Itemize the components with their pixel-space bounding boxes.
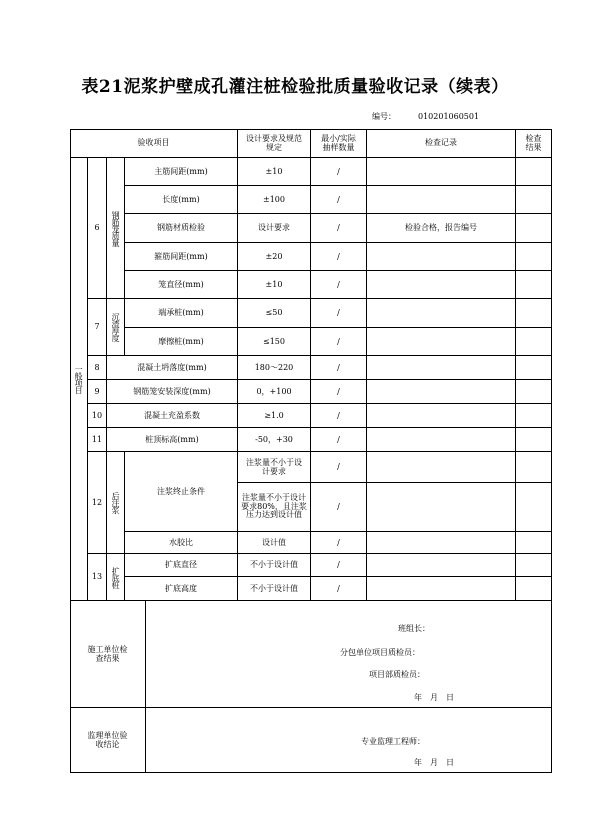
row-result[interactable]: [516, 243, 552, 271]
row-sample: /: [311, 404, 367, 428]
row-result[interactable]: [516, 483, 552, 532]
row-result[interactable]: [516, 577, 552, 601]
record-number: [372, 111, 479, 122]
row-name: 扩底直径: [125, 554, 238, 577]
row-design: ±10: [238, 158, 311, 186]
row-result[interactable]: [516, 328, 552, 356]
row-design: -50，+30: [238, 428, 311, 452]
row-result[interactable]: [516, 271, 552, 299]
header-sample: 最小/实际抽样数量: [311, 129, 367, 158]
row-result[interactable]: [516, 299, 552, 328]
row-sample: /: [311, 577, 367, 601]
row-result[interactable]: [516, 380, 552, 404]
row-name: 钢筋材质检验: [125, 214, 238, 243]
row-name: 水胶比: [125, 532, 238, 554]
row-design: ±20: [238, 243, 311, 271]
group-13-no: 13: [88, 554, 107, 601]
row-name: 箍筋间距(mm): [125, 243, 238, 271]
row-record[interactable]: [367, 380, 516, 404]
row-design: ≤50: [238, 299, 311, 328]
row-name: 扩底高度: [125, 577, 238, 601]
row-name: 端承桩(mm): [125, 299, 238, 328]
group-12-no: 12: [88, 452, 107, 554]
row-design: 180～220: [238, 356, 311, 380]
row-sample: /: [311, 299, 367, 328]
row-record[interactable]: [367, 271, 516, 299]
group-7-no: 7: [88, 299, 107, 356]
row-design: 注浆量不小于设计要求: [238, 452, 311, 483]
row-result[interactable]: [516, 186, 552, 214]
row-sample: /: [311, 214, 367, 243]
row-name: 长度(mm): [125, 186, 238, 214]
row-record[interactable]: [367, 577, 516, 601]
record-number-value: 010201060501: [418, 112, 480, 121]
row-record[interactable]: [367, 428, 516, 452]
header-record: 检查记录: [367, 129, 516, 158]
row-record[interactable]: [367, 554, 516, 577]
group-12-name: 后注浆: [107, 452, 125, 554]
row-sample: /: [311, 271, 367, 299]
record-number-label: 编号：: [372, 112, 396, 121]
team-leader-label: 班组长：: [398, 624, 430, 633]
row-sample: /: [311, 380, 367, 404]
item-11-no: 11: [88, 428, 107, 452]
row-record[interactable]: [367, 404, 516, 428]
row-record[interactable]: [367, 328, 516, 356]
row-record[interactable]: [367, 452, 516, 483]
general-items-label: 一般项目: [70, 158, 88, 601]
row-sample: /: [311, 428, 367, 452]
row-sample: /: [311, 356, 367, 380]
sub-inspector-label: 分包单位项目质检员：: [340, 648, 420, 657]
row-design: ≥1.0: [238, 404, 311, 428]
row-design: 注浆量不小于设计要求80%，且注浆压力达到设计值: [238, 483, 311, 532]
row-design: ±10: [238, 271, 311, 299]
row-result[interactable]: [516, 452, 552, 483]
row-sample: /: [311, 483, 367, 532]
project-inspector-label: 项目部质检员：: [369, 670, 425, 679]
row-sample: /: [311, 186, 367, 214]
row-name: 混凝土坍落度(mm): [107, 356, 238, 380]
row-design: ≤150: [238, 328, 311, 356]
row-result[interactable]: [516, 532, 552, 554]
row-name: 摩擦桩(mm): [125, 328, 238, 356]
item-10-no: 10: [88, 404, 107, 428]
page-title: 表21泥浆护壁成孔灌注桩检验批质量验收记录（续表）: [81, 77, 509, 97]
group-7-name: 沉渣厚度: [107, 299, 125, 356]
group-6-no: 6: [88, 158, 107, 299]
group-6-name: 钢筋笼质量: [107, 158, 125, 299]
supervision-date: 年 月 日: [414, 758, 454, 767]
row-name: 主筋间距(mm): [125, 158, 238, 186]
row-design: 设计值: [238, 532, 311, 554]
group-13-name: 扩底桩: [107, 554, 125, 601]
row-record[interactable]: [367, 356, 516, 380]
row-design: ±100: [238, 186, 311, 214]
row-sample: /: [311, 328, 367, 356]
row-design: 不小于设计值: [238, 577, 311, 601]
supervision-unit-label: 监理单位验收结论: [70, 708, 146, 773]
row-record[interactable]: [367, 186, 516, 214]
row-name: 笼直径(mm): [125, 271, 238, 299]
row-name: 钢筋笼安装深度(mm): [107, 380, 238, 404]
row-design: 不小于设计值: [238, 554, 311, 577]
row-sample: /: [311, 243, 367, 271]
row-sample: /: [311, 452, 367, 483]
row-record[interactable]: [367, 483, 516, 532]
supervision-engineer-label: 专业监理工程师：: [361, 737, 425, 746]
header-result: 检查结果: [516, 129, 552, 158]
row-name: 注浆终止条件: [125, 452, 238, 532]
row-result[interactable]: [516, 554, 552, 577]
item-9-no: 9: [88, 380, 107, 404]
row-record[interactable]: 检验合格，报告编号: [367, 214, 516, 243]
row-result[interactable]: [516, 158, 552, 186]
row-sample: /: [311, 532, 367, 554]
supervision-signature-area[interactable]: [146, 708, 552, 773]
row-sample: /: [311, 158, 367, 186]
row-name: 桩顶标高(mm): [107, 428, 238, 452]
construction-unit-label: 施工单位检查结果: [70, 601, 146, 708]
row-design: 设计要求: [238, 214, 311, 243]
header-design: 设计要求及规范规定: [238, 129, 311, 158]
row-record[interactable]: [367, 299, 516, 328]
row-design: 0，+100: [238, 380, 311, 404]
item-8-no: 8: [88, 356, 107, 380]
header-item: 验收项目: [70, 129, 238, 158]
row-sample: /: [311, 554, 367, 577]
row-result[interactable]: [516, 428, 552, 452]
row-result[interactable]: [516, 356, 552, 380]
construction-date: 年 月 日: [414, 693, 454, 702]
row-result[interactable]: [516, 404, 552, 428]
row-record[interactable]: [367, 158, 516, 186]
row-record[interactable]: [367, 532, 516, 554]
row-record[interactable]: [367, 243, 516, 271]
row-result[interactable]: [516, 214, 552, 243]
row-name: 混凝土充盈系数: [107, 404, 238, 428]
